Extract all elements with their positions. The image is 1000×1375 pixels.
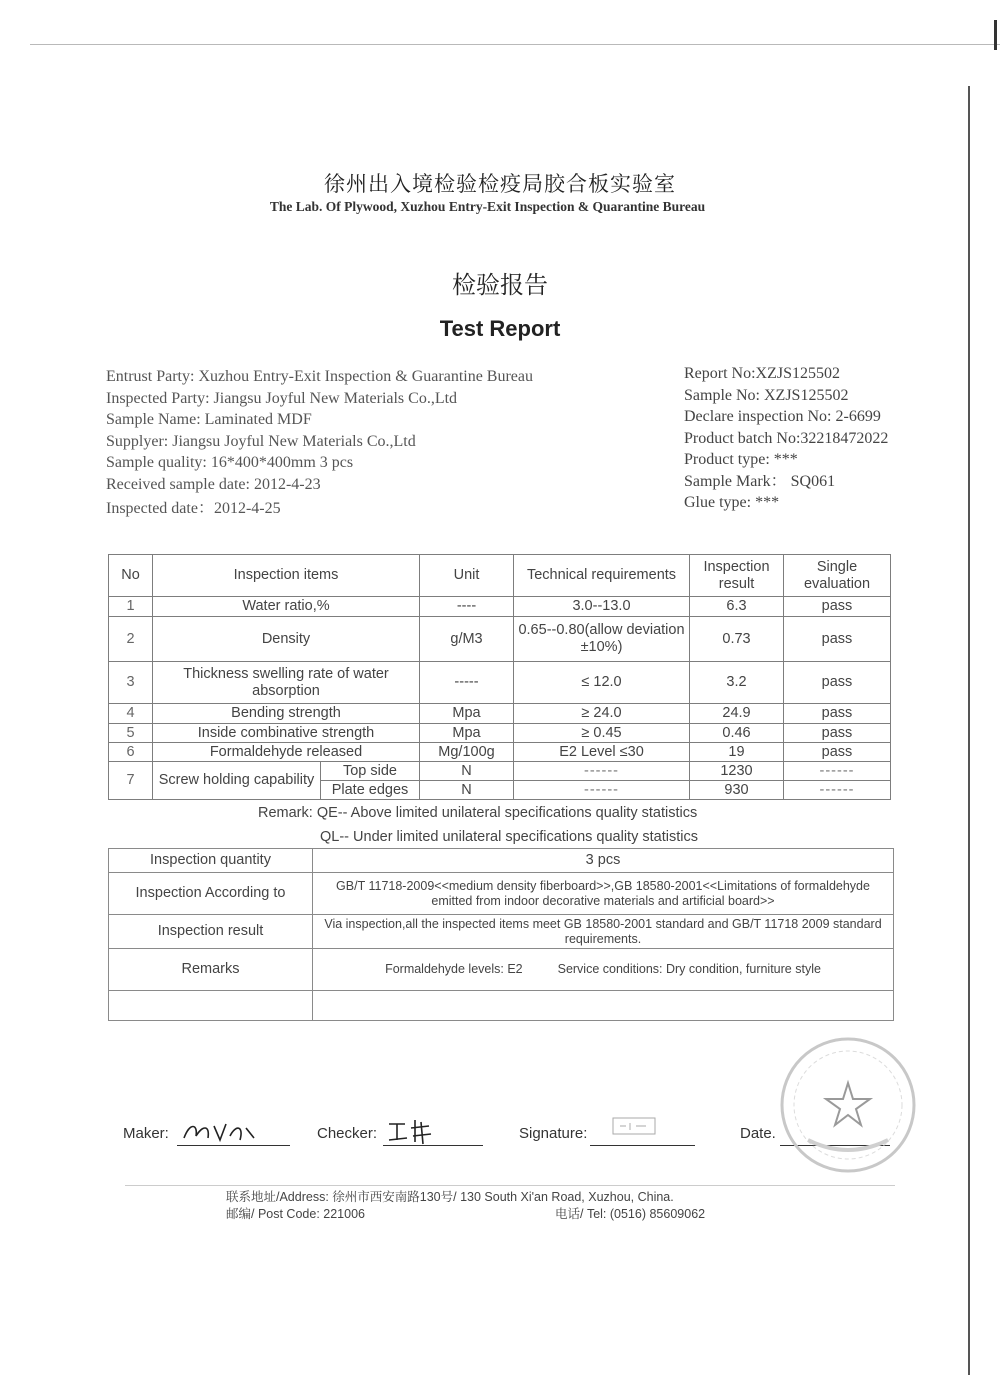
table-row [109,762,891,781]
summary-row [109,873,894,915]
row-no: 7 [109,762,153,800]
row-result: 3.2 [690,662,784,704]
sample-no: Sample No: XZJS125502 [684,386,849,404]
inspected-date: Inspected date：2012-4-25 [106,500,281,517]
summary-row [109,949,894,991]
header-items: Inspection items [153,555,420,597]
lab-name-english: The Lab. Of Plywood, Xuzhou Entry-Exit Inspection & Quarantine Bureau [269,199,706,214]
row-req: ≥ 0.45 [514,724,690,743]
row-result: 24.9 [690,704,784,724]
empty-cell [313,991,894,1021]
row-no: 6 [109,743,153,762]
scan-edge-top [30,44,1000,45]
report-title: Test Report [439,316,561,341]
quantity-label: Inspection quantity [109,849,313,873]
maker-label: Maker: [123,1125,169,1142]
row-subitem: Plate edges [321,781,420,800]
row-no: 2 [109,617,153,662]
remarks-label: Remarks [109,949,313,991]
seal-small-stamp [612,1117,656,1135]
summary-row [109,849,894,873]
table-row [109,597,891,617]
row-item: Thickness swelling rate of water absorption [153,662,420,704]
product-type: Product type: *** [684,451,798,468]
summary-row [109,915,894,949]
row-result: 930 [690,781,784,800]
received-date: Received sample date: 2012-4-23 [106,475,321,493]
row-item: Bending strength [153,704,420,724]
row-unit: N [420,781,514,800]
row-item: Density [153,617,420,662]
summary-row [109,991,894,1021]
row-req: 3.0--13.0 [514,597,690,617]
sample-quality: Sample quality: 16*400*400mm 3 pcs [106,454,354,471]
table-row [109,743,891,762]
header-eval: Single evaluation [784,555,891,597]
checker-signature [385,1116,445,1146]
report-title-chinese: 检验报告 [452,271,548,299]
row-eval: pass [784,617,891,662]
empty-cell [109,991,313,1021]
row-unit: ----- [420,662,514,704]
footer-postcode: 邮编/ Post Code: 221006 [226,1207,365,1221]
footer-address: 联系地址/Address: 徐州市西安南路130号/ 130 South Xi'an Road, Xuzhou, China. [226,1190,674,1204]
row-result: 0.73 [690,617,784,662]
header-no: No [109,555,153,597]
row-result: 19 [690,743,784,762]
row-no: 1 [109,597,153,617]
row-item: Inside combinative strength [153,724,420,743]
row-no: 4 [109,704,153,724]
table-row [109,662,891,704]
row-item: Screw holding capability [153,762,321,800]
footer-divider [125,1185,895,1186]
row-eval: pass [784,662,891,704]
remark-ql: QL-- Under limited unilateral specifications quality statistics [320,829,698,845]
row-result: 0.46 [690,724,784,743]
table-row [109,704,891,724]
row-unit: ---- [420,597,514,617]
row-subitem: Top side [321,762,420,781]
scan-edge-corner [994,20,997,50]
checker-label: Checker: [317,1125,378,1142]
summary-table [108,848,894,1021]
row-eval: ------ [784,781,891,800]
row-req: 0.65--0.80(allow deviation ±10%) [514,617,690,662]
row-req: ≤ 12.0 [514,662,690,704]
remarks-value [313,949,894,991]
according-label: Inspection According to [109,873,313,915]
row-eval: pass [784,597,891,617]
quantity-value: 3 pcs [313,849,894,873]
inspected-party: Inspected Party: Jiangsu Joyful New Materials Co.,Ltd [106,389,458,407]
table-row [109,617,891,662]
result-label: Inspection result [109,915,313,949]
supplier: Supplyer: Jiangsu Joyful New Materials Co.,Ltd [106,432,416,450]
remark-qe: Remark: QE-- Above limited unilateral specifications quality statistics [258,805,698,821]
row-eval: ------ [784,762,891,781]
sample-info-right [684,363,888,514]
declare-inspection-no: Declare inspection No: 2-6699 [684,408,881,425]
results-table [108,554,891,800]
row-unit: Mpa [420,704,514,724]
row-eval: pass [784,704,891,724]
row-req: ≥ 24.0 [514,704,690,724]
row-req: ------ [514,762,690,781]
date-label: Date. [740,1125,776,1142]
row-req: ------ [514,781,690,800]
row-eval: pass [784,724,891,743]
glue-type: Glue type: *** [684,494,780,511]
header-tech: Technical requirements [514,555,690,597]
row-result: 6.3 [690,597,784,617]
result-value: Via inspection,all the inspected items meet GB 18580-2001 standard and GB/T 11718 2009 standard requirements. [313,915,894,949]
row-no: 5 [109,724,153,743]
official-seal-stamp [778,1035,918,1175]
header-unit: Unit [420,555,514,597]
footer-tel: 电话/ Tel: (0516) 85609062 [555,1207,706,1221]
formaldehyde-level: Formaldehyde levels: E2 [385,962,523,976]
service-conditions: Service conditions: Dry condition, furniture style [557,962,821,976]
table-header-row [109,555,891,597]
row-req: E2 Level ≤30 [514,743,690,762]
row-eval: pass [784,743,891,762]
table-row [109,724,891,743]
according-value: GB/T 11718-2009<<medium density fiberboard>>,GB 18580-2001<<Limitations of formaldehyde emitted from indoor decorative materials and artificial board>> [313,873,894,915]
sample-info-left [106,366,533,520]
header-result: Inspection result [690,555,784,597]
maker-signature [180,1118,260,1146]
row-result: 1230 [690,762,784,781]
row-no: 3 [109,662,153,704]
lab-name-chinese: 徐州出入境检验检疫局胶合板实验室 [324,172,676,196]
product-batch-no: Product batch No:32218472022 [684,429,889,447]
row-unit: N [420,762,514,781]
row-item: Water ratio,% [153,597,420,617]
row-unit: Mg/100g [420,743,514,762]
signature-label: Signature: [519,1125,588,1142]
entrust-party: Entrust Party: Xuzhou Entry-Exit Inspection & Guarantine Bureau [106,368,534,385]
signature-line [590,1145,695,1146]
sample-name: Sample Name: Laminated MDF [106,411,312,428]
report-no: Report No:XZJS125502 [684,365,840,382]
row-unit: Mpa [420,724,514,743]
row-unit: g/M3 [420,617,514,662]
sample-mark: Sample Mark： SQ061 [684,472,836,490]
row-item: Formaldehyde released [153,743,420,762]
